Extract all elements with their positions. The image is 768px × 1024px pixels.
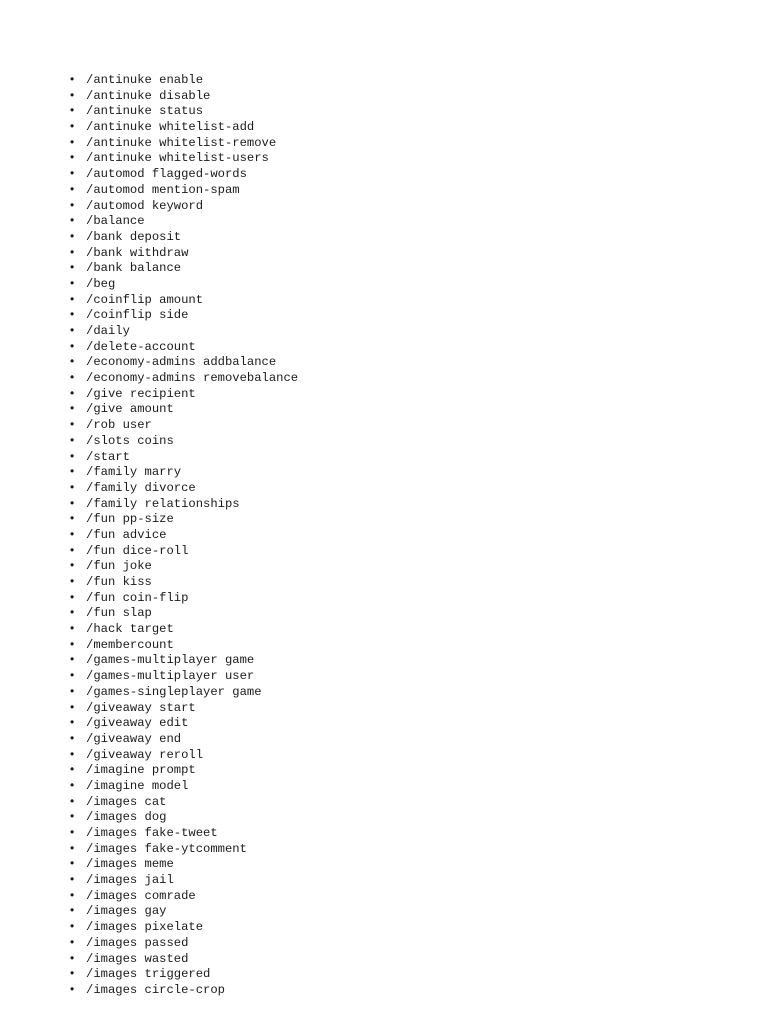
- list-item: [70, 841, 298, 857]
- bullet-icon: •: [70, 589, 75, 604]
- list-item: [70, 590, 298, 606]
- command-text: /coinflip amount: [86, 292, 204, 307]
- bullet-icon: •: [70, 903, 75, 918]
- command-text: /images fake-tweet: [86, 826, 218, 840]
- command-text: /fun kiss: [86, 575, 152, 589]
- command-text: /images gay: [86, 904, 167, 919]
- bullet-icon: •: [70, 307, 75, 322]
- bullet-icon: •: [70, 385, 75, 400]
- bullet-icon: •: [70, 746, 75, 761]
- command-text: /games-singleplayer game: [86, 684, 262, 699]
- command-list: [70, 72, 298, 998]
- command-text: /images dog: [86, 810, 167, 825]
- list-item: [70, 417, 298, 433]
- command-text: /family marry: [86, 465, 182, 480]
- list-item: [70, 464, 298, 480]
- command-text: /images fake-ytcomment: [86, 841, 247, 856]
- bullet-icon: •: [70, 574, 75, 588]
- command-text: /delete-account: [86, 339, 196, 354]
- command-text: /images comrade: [86, 888, 196, 903]
- bullet-icon: •: [70, 542, 75, 557]
- bullet-icon: •: [70, 981, 75, 996]
- list-item: [70, 668, 298, 684]
- list-item: [70, 88, 298, 104]
- command-text: /membercount: [86, 637, 174, 652]
- list-item: [70, 825, 298, 841]
- command-text: /fun coin-flip: [86, 590, 189, 605]
- command-text: /coinflip side: [86, 308, 189, 323]
- command-text: /economy-admins removebalance: [86, 371, 299, 386]
- bullet-icon: •: [70, 323, 75, 337]
- command-text: /giveaway start: [86, 700, 196, 715]
- list-item: [70, 135, 298, 151]
- bullet-icon: •: [70, 119, 75, 134]
- list-item: [70, 652, 298, 668]
- bullet-icon: •: [70, 526, 75, 541]
- list-item: [70, 354, 298, 370]
- command-text: /games-multiplayer game: [86, 653, 255, 668]
- list-item: [70, 449, 298, 465]
- bullet-icon: •: [70, 511, 75, 526]
- list-item: [70, 794, 298, 810]
- list-item: [70, 982, 298, 998]
- bullet-icon: •: [70, 103, 75, 118]
- bullet-icon: •: [70, 934, 75, 949]
- list-item: [70, 543, 298, 559]
- list-item: [70, 103, 298, 119]
- bullet-icon: •: [70, 887, 75, 902]
- command-text: /giveaway reroll: [86, 747, 204, 762]
- list-item: [70, 966, 298, 982]
- list-item: [70, 558, 298, 574]
- bullet-icon: •: [70, 558, 75, 573]
- command-text: /fun dice-roll: [86, 543, 189, 558]
- list-item: [70, 621, 298, 637]
- bullet-icon: •: [70, 370, 75, 385]
- bullet-icon: •: [70, 479, 75, 494]
- list-item: [70, 150, 298, 166]
- bullet-icon: •: [70, 636, 75, 651]
- bullet-icon: •: [70, 825, 75, 839]
- command-text: /rob user: [86, 418, 152, 433]
- bullet-icon: •: [70, 244, 75, 259]
- bullet-icon: •: [70, 856, 75, 871]
- list-item: [70, 935, 298, 951]
- list-item: [70, 888, 298, 904]
- bullet-icon: •: [70, 432, 75, 447]
- bullet-icon: •: [70, 354, 75, 369]
- list-item: [70, 260, 298, 276]
- list-item: [70, 872, 298, 888]
- command-text: /giveaway end: [86, 731, 182, 746]
- list-item: [70, 511, 298, 527]
- bullet-icon: •: [70, 464, 75, 479]
- command-text: /beg: [86, 276, 116, 291]
- list-item: [70, 245, 298, 261]
- list-item: [70, 339, 298, 355]
- command-text: /images jail: [86, 873, 174, 888]
- command-text: /images circle-crop: [86, 982, 225, 997]
- bullet-icon: •: [70, 291, 75, 306]
- command-text: /economy-admins addbalance: [86, 355, 277, 370]
- command-text: /images triggered: [86, 967, 211, 982]
- command-text: /automod keyword: [86, 198, 204, 213]
- bullet-icon: •: [70, 605, 75, 620]
- command-text: /balance: [86, 214, 145, 229]
- bullet-icon: •: [70, 950, 75, 965]
- bullet-icon: •: [70, 683, 75, 698]
- bullet-icon: •: [70, 228, 75, 243]
- bullet-icon: •: [70, 919, 75, 934]
- list-item: [70, 715, 298, 731]
- list-item: [70, 637, 298, 653]
- command-text: /antinuke enable: [86, 73, 204, 87]
- command-text: /bank withdraw: [86, 245, 189, 260]
- bullet-icon: •: [70, 275, 75, 290]
- list-item: [70, 72, 298, 88]
- command-text: /antinuke status: [86, 104, 204, 119]
- command-text: /games-multiplayer user: [86, 669, 255, 684]
- command-text: /bank deposit: [86, 229, 182, 244]
- command-text: /giveaway edit: [86, 716, 189, 731]
- list-item: [70, 809, 298, 825]
- list-item: [70, 731, 298, 747]
- bullet-icon: •: [70, 448, 75, 463]
- list-item: [70, 182, 298, 198]
- list-item: [70, 276, 298, 292]
- command-text: /hack target: [86, 622, 174, 637]
- command-text: /start: [86, 449, 130, 464]
- bullet-icon: •: [70, 338, 75, 353]
- bullet-icon: •: [70, 134, 75, 149]
- command-text: /family relationships: [86, 496, 240, 511]
- bullet-icon: •: [70, 809, 75, 824]
- bullet-icon: •: [70, 840, 75, 855]
- bullet-icon: •: [70, 197, 75, 212]
- command-text: /slots coins: [86, 433, 174, 448]
- command-text: /images passed: [86, 935, 189, 950]
- bullet-icon: •: [70, 72, 75, 86]
- command-text: /images cat: [86, 794, 167, 809]
- command-text: /imagine prompt: [86, 763, 196, 778]
- command-text: /give recipient: [86, 386, 196, 401]
- bullet-icon: •: [70, 417, 75, 432]
- list-item: [70, 574, 298, 590]
- bullet-icon: •: [70, 777, 75, 792]
- list-item: [70, 605, 298, 621]
- list-item: [70, 386, 298, 402]
- command-text: /images pixelate: [86, 920, 204, 935]
- list-item: [70, 480, 298, 496]
- command-text: /antinuke whitelist-add: [86, 120, 255, 135]
- list-item: [70, 684, 298, 700]
- bullet-icon: •: [70, 715, 75, 730]
- list-item: [70, 747, 298, 763]
- bullet-icon: •: [70, 793, 75, 808]
- bullet-icon: •: [70, 652, 75, 667]
- command-text: /fun pp-size: [86, 512, 174, 527]
- command-text: /daily: [86, 324, 130, 338]
- list-item: [70, 778, 298, 794]
- list-item: [70, 527, 298, 543]
- bullet-icon: •: [70, 401, 75, 416]
- list-item: [70, 433, 298, 449]
- list-item: [70, 496, 298, 512]
- list-item: [70, 919, 298, 935]
- command-text: /imagine model: [86, 778, 189, 793]
- list-item: [70, 370, 298, 386]
- bullet-icon: •: [70, 150, 75, 165]
- bullet-icon: •: [70, 213, 75, 228]
- bullet-icon: •: [70, 699, 75, 714]
- command-text: /automod flagged-words: [86, 167, 247, 182]
- command-text: /images wasted: [86, 951, 189, 966]
- list-item: [70, 213, 298, 229]
- list-item: [70, 903, 298, 919]
- command-text: /fun slap: [86, 606, 152, 621]
- command-text: /antinuke disable: [86, 88, 211, 103]
- bullet-icon: •: [70, 495, 75, 510]
- bullet-icon: •: [70, 87, 75, 102]
- list-item: [70, 229, 298, 245]
- bullet-icon: •: [70, 260, 75, 275]
- list-item: [70, 401, 298, 417]
- command-text: /family divorce: [86, 480, 196, 495]
- command-text: /automod mention-spam: [86, 182, 240, 197]
- list-item: [70, 700, 298, 716]
- bullet-icon: •: [70, 872, 75, 887]
- command-text: /antinuke whitelist-users: [86, 151, 269, 166]
- list-item: [70, 323, 298, 339]
- list-item: [70, 166, 298, 182]
- bullet-icon: •: [70, 166, 75, 181]
- command-text: /antinuke whitelist-remove: [86, 135, 277, 150]
- list-item: [70, 762, 298, 778]
- bullet-icon: •: [70, 621, 75, 636]
- command-text: /fun advice: [86, 527, 167, 542]
- list-item: [70, 951, 298, 967]
- bullet-icon: •: [70, 668, 75, 683]
- list-item: [70, 119, 298, 135]
- bullet-icon: •: [70, 966, 75, 981]
- bullet-icon: •: [70, 730, 75, 745]
- list-item: [70, 292, 298, 308]
- bullet-icon: •: [70, 181, 75, 196]
- command-text: /images meme: [86, 857, 174, 872]
- list-item: [70, 198, 298, 214]
- list-item: [70, 856, 298, 872]
- list-item: [70, 307, 298, 323]
- command-text: /fun joke: [86, 559, 152, 574]
- command-text: /give amount: [86, 402, 174, 417]
- command-text: /bank balance: [86, 261, 182, 276]
- bullet-icon: •: [70, 762, 75, 777]
